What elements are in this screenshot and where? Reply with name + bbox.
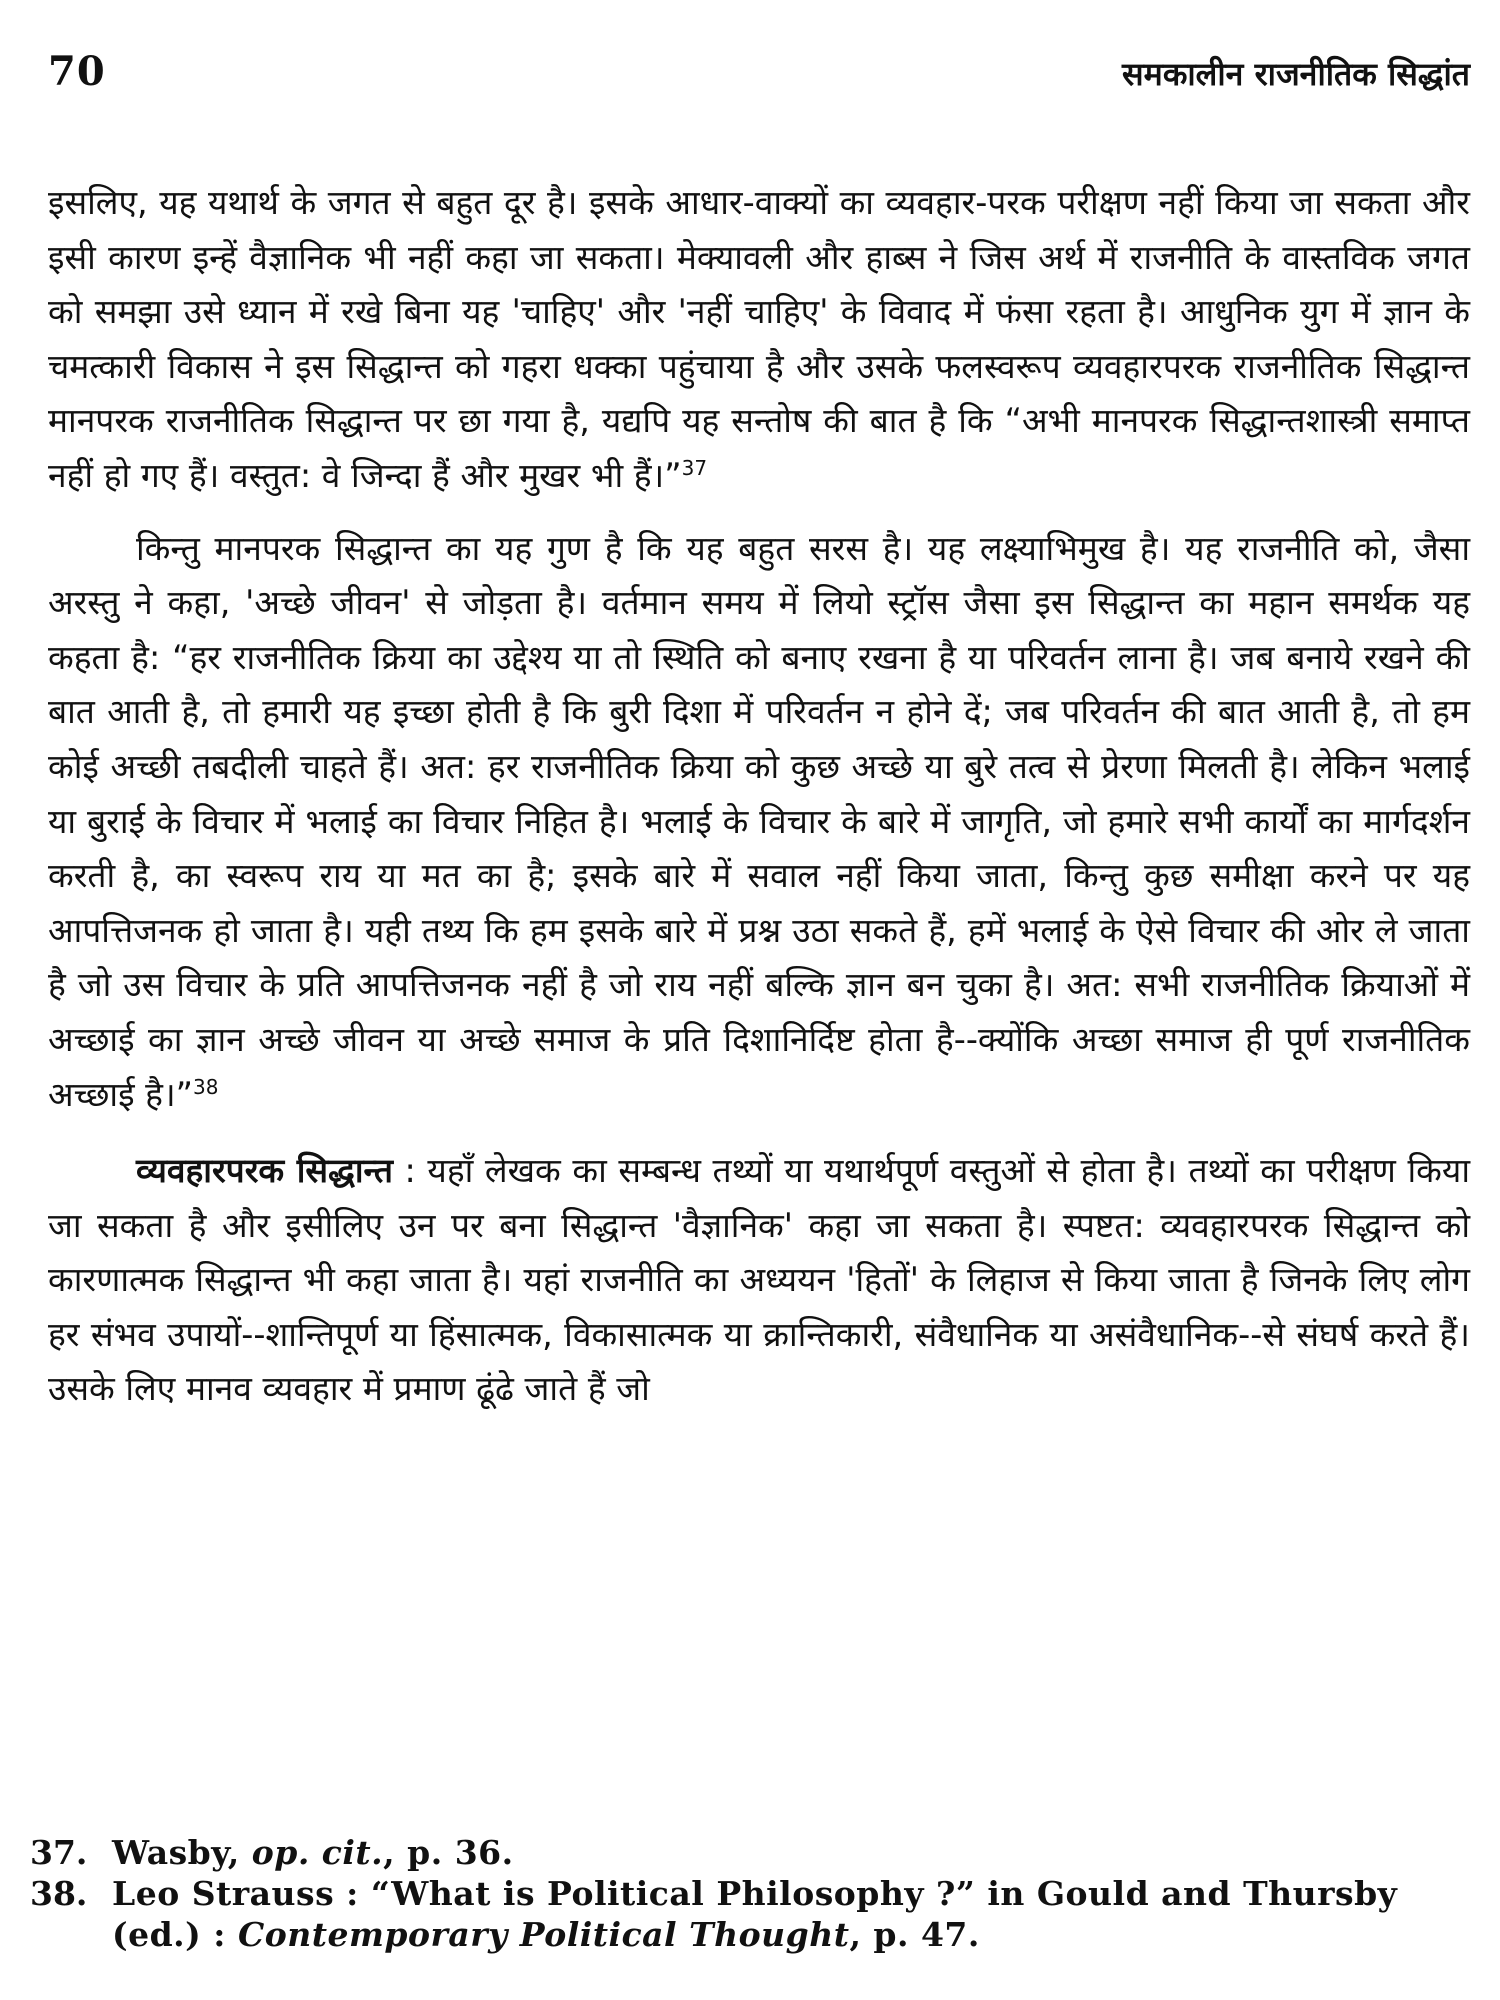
paragraph-3 bbox=[48, 1144, 1470, 1417]
footnote-italic: Contemporary Political Thought bbox=[237, 1915, 850, 1954]
footnote-ref: 38 bbox=[193, 1074, 219, 1099]
paragraph-2 bbox=[48, 522, 1470, 1123]
footnote-number: 38. bbox=[30, 1874, 88, 1913]
footnote-text bbox=[112, 1832, 1470, 1873]
body-text bbox=[48, 176, 1470, 1417]
footnote-38 bbox=[30, 1873, 1470, 1955]
paragraph-1 bbox=[48, 176, 1470, 504]
paragraph-text: इसलिए, यह यथार्थ के जगत से बहुत दूर है। इसके आधार-वाक्यों का व्यवहार-परक परीक्षण नहीं किया जा सकता और इसी कारण इन्हें वैज्ञानिक भी नहीं कहा जा सकता। मेक्यावली और हाब्स ने जिस अर्थ में राजनीति के वास्तविक जगत को समझा उसे ध्यान में रखे बिना यह 'चाहिए' और 'नहीं चाहिए' के विवाद में फंसा रहता है। आधुनिक युग में ज्ञान के चमत्कारी विकास ने इस सिद्धान्त को गहरा धक्का पहुंचाया है और उसके फलस्वरूप व्यवहारपरक राजनीतिक सिद्धान्त मानपरक राजनीतिक सिद्धान्त पर छा गया है, यद्यपि यह सन्तोष की बात है कि “अभी मानपरक सिद्धान्तशास्त्री समाप्त नहीं हो गए हैं। वस्तुत: वे जिन्दा हैं और मुखर भी हैं।” bbox=[48, 183, 1470, 495]
footnote-text-part: Leo Strauss : “What is Political Philosophy ?” in Gould and Thursby (ed.) : bbox=[112, 1874, 1398, 1954]
footnote-text-part: , p. 47. bbox=[849, 1915, 980, 1954]
footnote-text-part: Wasby, bbox=[112, 1833, 252, 1872]
footnotes bbox=[30, 1832, 1470, 1955]
chapter-title: समकालीन राजनीतिक सिद्धांत bbox=[1122, 55, 1470, 93]
section-lead-heading: व्यवहारपरक सिद्धान्त bbox=[136, 1151, 393, 1191]
footnote-37 bbox=[30, 1832, 1470, 1873]
footnote-italic: op. cit. bbox=[251, 1833, 384, 1872]
footnote-text-part: , p. 36. bbox=[383, 1833, 514, 1872]
footnote-number: 37. bbox=[30, 1833, 88, 1872]
paragraph-text: किन्तु मानपरक सिद्धान्त का यह गुण है कि यह बहुत सरस है। यह लक्ष्याभिमुख है। यह राजनीति को, जैसा अरस्तु ने कहा, 'अच्छे जीवन' से जोड़ता है। वर्तमान समय में लियो स्ट्रॉस जैसा इस सिद्धान्त का महान समर्थक यह कहता है: “हर राजनीतिक क्रिया का उद्देश्य या तो स्थिति को बनाए रखना है या परिवर्तन लाना है। जब बनाये रखने की बात आती है, तो हमारी यह इच्छा होती है कि बुरी दिशा में परिवर्तन न होने दें; जब परिवर्तन की बात आती है, तो हम कोई अच्छी तबदीली चाहते हैं। अत: हर राजनीतिक क्रिया को कुछ अच्छे या बुरे तत्व से प्रेरणा मिलती है। लेकिन भलाई या बुराई के विचार में भलाई का विचार निहित है। भलाई के विचार के बारे में जागृति, जो हमारे सभी कार्यों का मार्गदर्शन करती है, का स्वरूप राय या मत का है; इसके बारे में सवाल नहीं किया जाता, किन्तु कुछ समीक्षा करने पर यह आपत्तिजनक हो जाता है। यही तथ्य कि हम इसके बारे में प्रश्न उठा सकते हैं, हमें भलाई के ऐसे विचार की ओर ले जाता है जो उस विचार के प्रति आपत्तिजनक नहीं है जो राय नहीं बल्कि ज्ञान बन चुका है। अत: सभी राजनीतिक क्रियाओं में अच्छाई का ज्ञान अच्छे जीवन या अच्छे समाज के प्रति दिशानिर्दिष्ट होता है--क्योंकि अच्छा समाज ही पूर्ण राजनीतिक अच्छाई है।” bbox=[48, 528, 1470, 1114]
running-head bbox=[48, 48, 1470, 128]
page-number: 70 bbox=[48, 48, 106, 95]
footnote-text bbox=[112, 1873, 1470, 1955]
footnote-ref: 37 bbox=[681, 455, 708, 480]
paragraph-text: : यहाँ लेखक का सम्बन्ध तथ्यों या यथार्थपूर्ण वस्तुओं से होता है। तथ्यों का परीक्षण किया जा सकता है और इसीलिए उन पर बना सिद्धान्त 'वैज्ञानिक' कहा जा सकता है। स्पष्टत: व्यवहारपरक सिद्धान्त को कारणात्मक सिद्धान्त भी कहा जाता है। यहां राजनीति का अध्ययन 'हितों' के लिहाज से किया जाता है जिनके लिए लोग हर संभव उपायों--शान्तिपूर्ण या हिंसात्मक, विकासात्मक या क्रान्तिकारी, संवैधानिक या असंवैधानिक--से संघर्ष करते हैं। उसके लिए मानव व्यवहार में प्रमाण ढूंढे जाते हैं जो bbox=[48, 1151, 1470, 1409]
